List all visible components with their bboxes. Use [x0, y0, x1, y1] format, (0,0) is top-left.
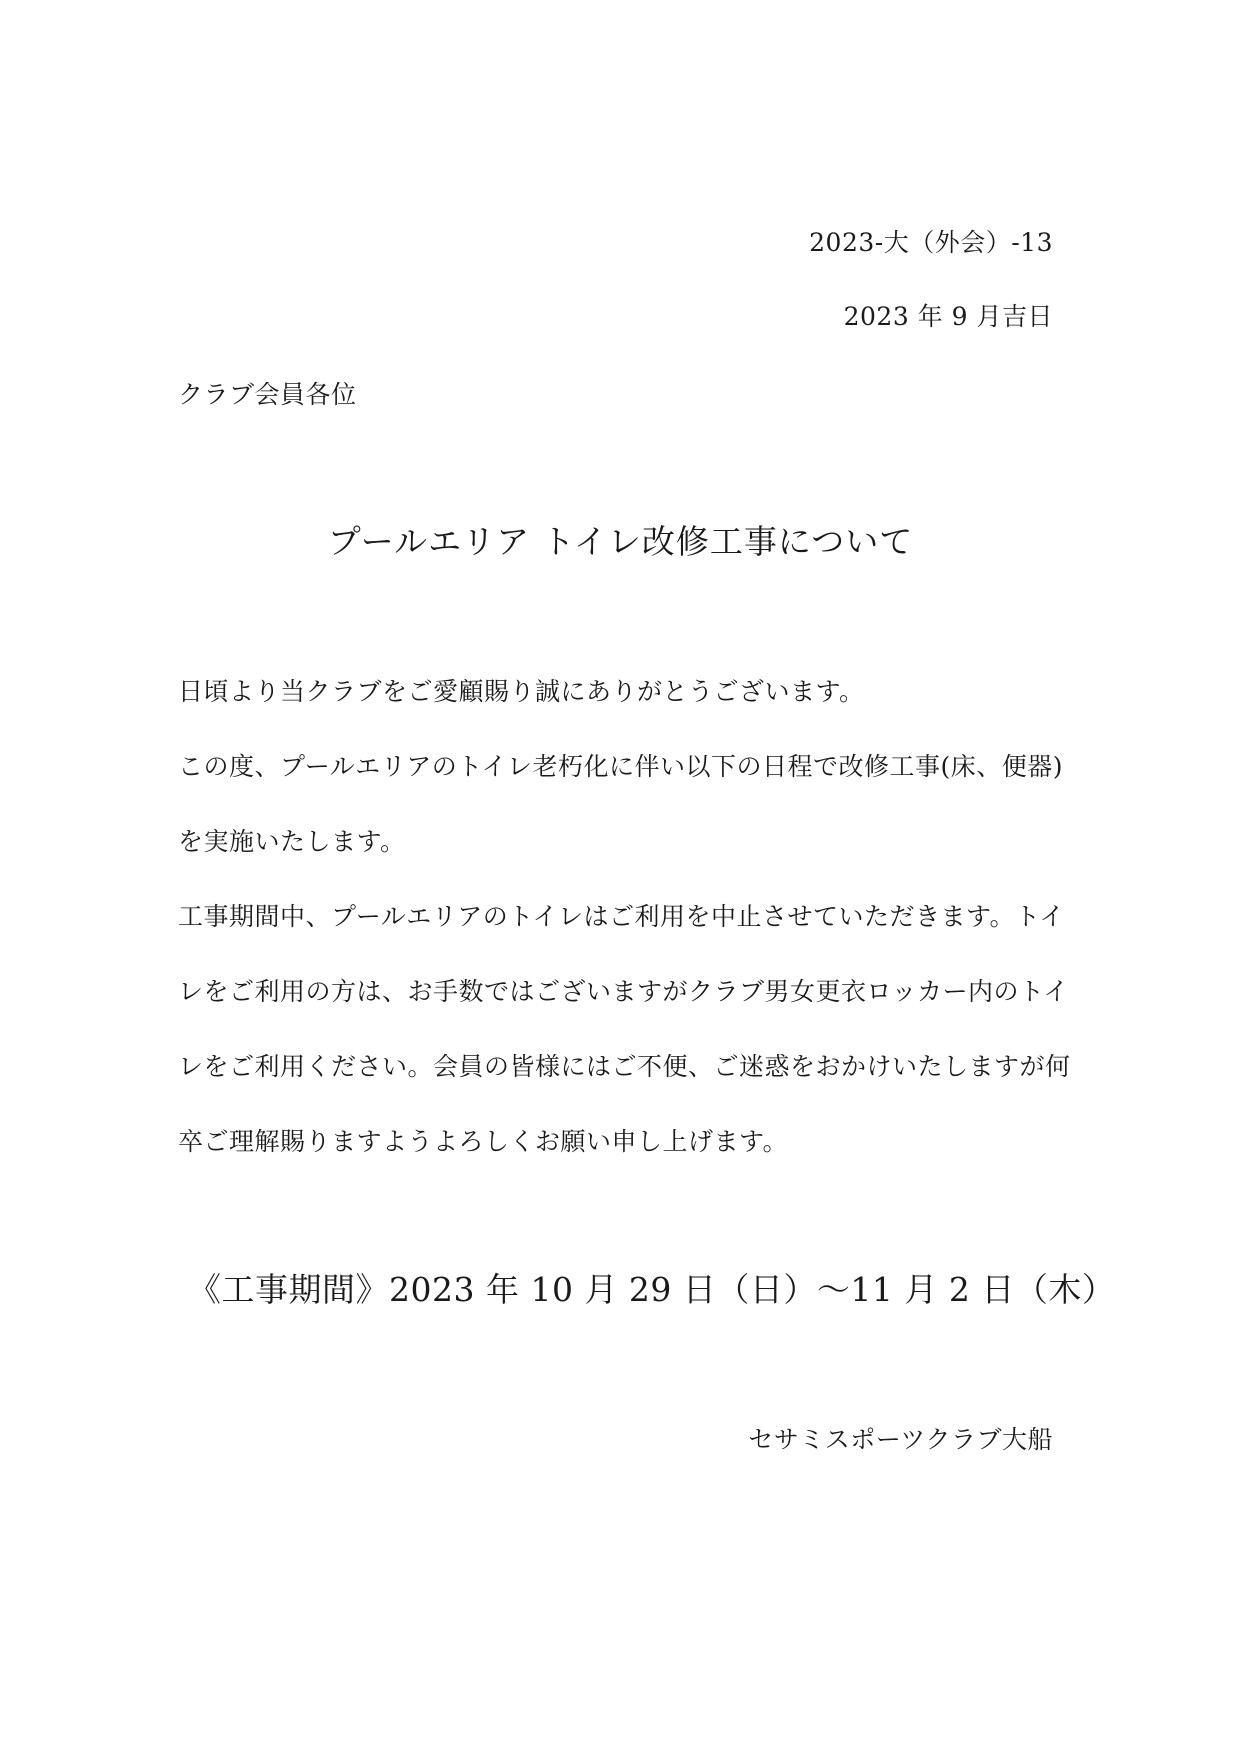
body-line: 卒ご理解賜りますようよろしくお願い申し上げます。 — [178, 1127, 789, 1156]
body-line: レをご利用の方は、お手数ではございますがクラブ男女更衣ロッカー内のトイ — [178, 977, 1069, 1006]
notice-title: プールエリア トイレ改修工事について — [327, 522, 914, 561]
sender-name: セサミスポーツクラブ大船 — [748, 1425, 1053, 1454]
construction-period: 《工事期間》2023 年 10 月 29 日（日）〜11 月 2 日（木） — [188, 1270, 1116, 1309]
document-date: 2023 年 9 月吉日 — [843, 302, 1053, 331]
body-line: レをご利用ください。会員の皆様にはご不便、ご迷惑をおかけいたしますが何 — [178, 1052, 1071, 1081]
body-line: 日頃より当クラブをご愛顧賜り誠にありがとうございます。 — [178, 677, 865, 706]
document-number: 2023-大（外会）-13 — [809, 228, 1053, 257]
body-line: この度、プールエリアのトイレ老朽化に伴い以下の日程で改修工事(床、便器) — [178, 752, 1064, 781]
addressee: クラブ会員各位 — [178, 380, 357, 409]
body-line: 工事期間中、プールエリアのトイレはご利用を中止させていただきます。トイ — [178, 902, 1065, 931]
body-line: を実施いたします。 — [178, 827, 406, 856]
